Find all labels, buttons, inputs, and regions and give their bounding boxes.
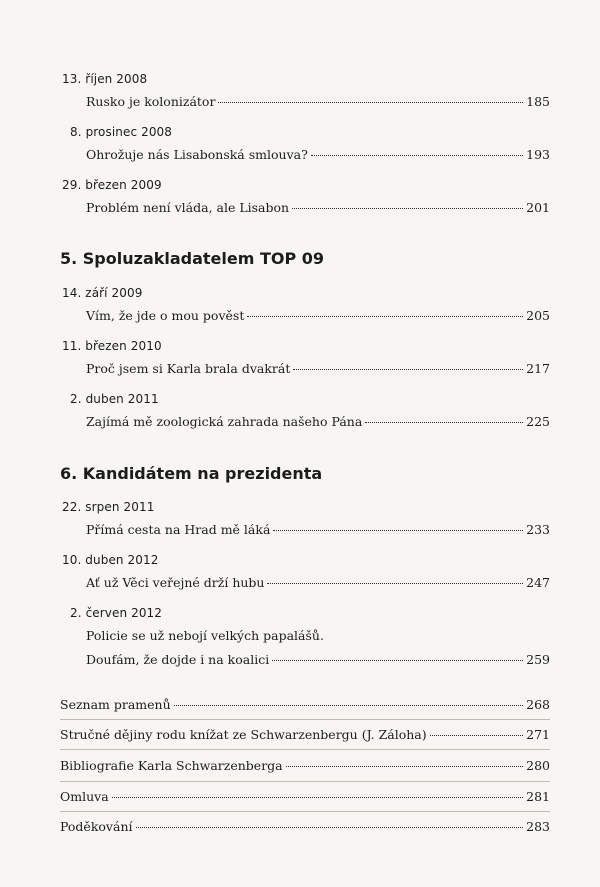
leader-dots (247, 316, 523, 317)
leader-dots (272, 660, 523, 661)
entry-date: 2. červen 2012 (70, 606, 163, 620)
toc-entry (86, 414, 550, 429)
toc-entry (86, 652, 550, 667)
leader-dots (218, 102, 523, 103)
entry-date: 2. duben 2011 (70, 392, 159, 406)
leader-dots (365, 422, 523, 423)
entry-date: 8. prosinec 2008 (70, 125, 173, 139)
entry-date: 29. březen 2009 (62, 178, 162, 192)
leader-dots (267, 583, 523, 584)
entry-title: Rusko je kolonizátor (86, 94, 216, 109)
separator-line (60, 811, 550, 812)
leader-dots (292, 208, 523, 209)
entry-title: Vím, že jde o mou pověst (86, 308, 245, 323)
entry-title-line: Policie se už nebojí velkých papalášů. (86, 628, 324, 643)
toc-entry (86, 361, 550, 376)
toc-entry (86, 147, 550, 162)
entry-page: 217 (526, 361, 550, 376)
entry-page: 271 (526, 727, 550, 742)
toc-entry (86, 575, 550, 590)
entry-page: 193 (526, 147, 550, 162)
entry-page: 247 (526, 575, 550, 590)
entry-title: Doufám, že dojde i na koalici (86, 652, 270, 667)
entry-date: 13. říjen 2008 (62, 72, 148, 86)
entry-title: Proč jsem si Karla brala dvakrát (86, 361, 291, 376)
entry-title: Stručné dějiny rodu knížat ze Schwarzenbergu (J. Záloha) (60, 727, 427, 742)
entry-title: Ohrožuje nás Lisabonská smlouva? (86, 147, 308, 162)
entry-date: 10. duben 2012 (62, 553, 159, 567)
entry-title: Omluva (60, 789, 109, 804)
entry-title: Seznam pramenů (60, 697, 171, 712)
entry-date: 14. září 2009 (62, 286, 143, 300)
entry-date: 11. březen 2010 (62, 339, 162, 353)
appendix-entry (60, 697, 550, 712)
toc-entry (86, 308, 550, 323)
entry-page: 225 (526, 414, 550, 429)
leader-dots (174, 705, 523, 706)
entry-title: Bibliografie Karla Schwarzenberga (60, 758, 283, 773)
entry-title: Poděkování (60, 819, 133, 834)
leader-dots (136, 827, 524, 828)
entry-page: 185 (526, 94, 550, 109)
entry-page: 283 (526, 819, 550, 834)
entry-page: 268 (526, 697, 550, 712)
appendix-entry (60, 727, 550, 742)
leader-dots (112, 797, 523, 798)
entry-title: Problém není vláda, ale Lisabon (86, 200, 290, 215)
toc-entry (86, 522, 550, 537)
entry-page: 201 (526, 200, 550, 215)
appendix-entry (60, 819, 550, 834)
leader-dots (430, 735, 524, 736)
chapter-heading: 5. Spoluzakladatelem TOP 09 (60, 249, 325, 268)
entry-title: Zajímá mě zoologická zahrada našeho Pána (86, 414, 363, 429)
entry-date: 22. srpen 2011 (62, 500, 155, 514)
entry-page: 281 (526, 789, 550, 804)
leader-dots (293, 369, 523, 370)
appendix-entry (60, 758, 550, 773)
entry-page: 233 (526, 522, 550, 537)
entry-page: 280 (526, 758, 550, 773)
separator-line (60, 781, 550, 782)
leader-dots (311, 155, 523, 156)
appendix-entry (60, 789, 550, 804)
toc-entry (86, 94, 550, 109)
entry-page: 259 (526, 652, 550, 667)
separator-line (60, 749, 550, 750)
entry-title: Ať už Věci veřejné drží hubu (86, 575, 265, 590)
toc-entry (86, 200, 550, 215)
entry-page: 205 (526, 308, 550, 323)
separator-line (60, 719, 550, 720)
leader-dots (286, 766, 524, 767)
entry-title: Přímá cesta na Hrad mě láká (86, 522, 271, 537)
leader-dots (273, 530, 523, 531)
chapter-heading: 6. Kandidátem na prezidenta (60, 464, 323, 483)
